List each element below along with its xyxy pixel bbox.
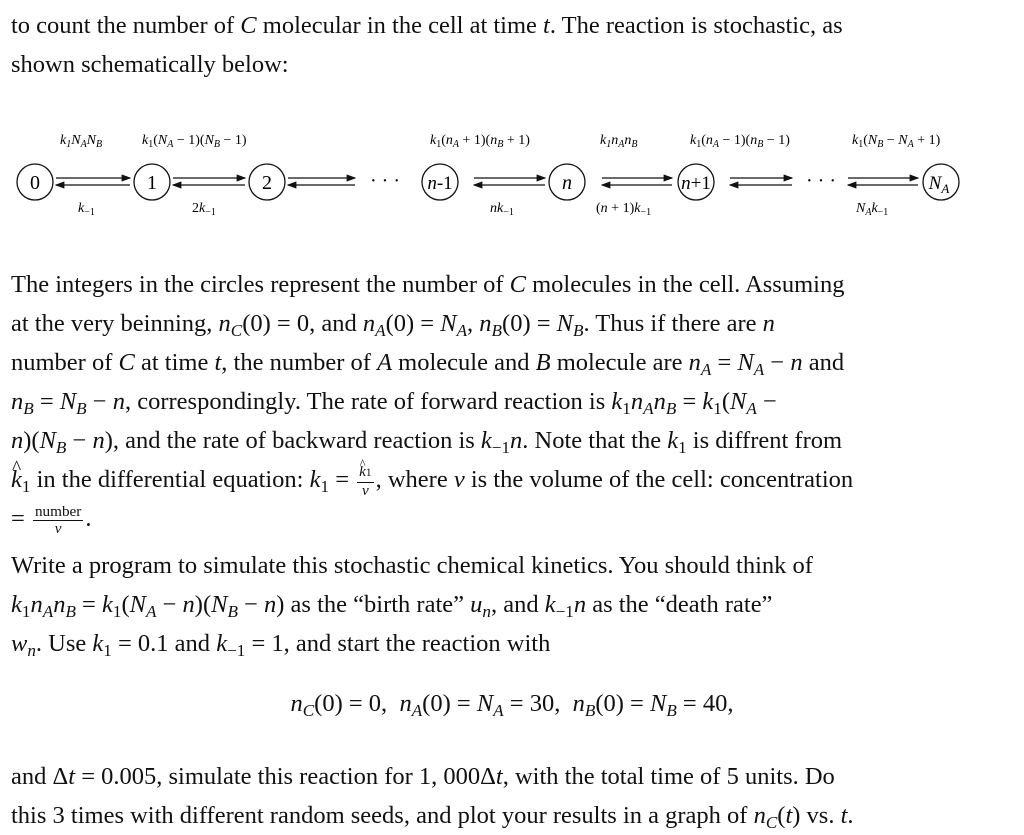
para1-line-6: ^ $k_1$ in the differential equation: $k_1$ = ^ $\frac{k1}{v}$ , where v is the volume of the cell: concentration	[11, 460, 995, 499]
para3-line-2: this 3 times with different random seeds, and plot your results in a graph of $n_C(t)$ vs. t.	[11, 802, 854, 833]
backward-rate-label-2: $nk_{-1}$	[490, 201, 514, 218]
arrow-pair-n-minus-1-n	[474, 178, 545, 185]
arrow-pair-n-plus-1-next	[730, 178, 792, 185]
arrow-pair-0-1	[56, 178, 130, 185]
backward-rate-label-4: $N_Ak_{-1}$	[856, 201, 889, 218]
paragraph-task	[11, 546, 995, 663]
arrow-pair-1-2	[173, 178, 245, 185]
para1-line-4: $n_B = N_B - n$, correspondingly. The rate of forward reaction is $k_1n_An_B = k_1(N_A$ −	[11, 388, 777, 419]
forward-rate-label-5: $k_1(N_B - N_A + 1)$	[852, 133, 941, 150]
state-circle-2	[249, 164, 285, 200]
para2-line-2: $k_1n_An_B = k_1(N_A - n)(N_B - n)$ as the “birth rate” $u_n$, and $k_{-1}n$ as the “death rate”	[11, 591, 773, 622]
para2-line-3: $w_n$. Use $k_1 = 0.1$ and $k_{-1} = 1$, and start the reaction with	[11, 630, 551, 661]
forward-rate-label-0: $k_1N_AN_B$	[60, 133, 103, 150]
state-circle-n	[549, 164, 585, 200]
reaction-diagram	[0, 118, 1024, 218]
svg-text:0: 0	[30, 172, 40, 194]
forward-rate-label-2: $k_1(n_A + 1)(n_B + 1)$	[430, 133, 530, 150]
para1-line-2: at the very beinning, $n_C(0) = 0$, and $n_A(0) = N_A$, $n_B(0) = N_B$. Thus if there are n	[11, 310, 775, 341]
forward-rate-label-3: $k_1n_An_B$	[600, 133, 638, 150]
svg-text:n: n	[562, 172, 572, 194]
intro-line-2: shown schematically below:	[11, 51, 289, 78]
para1-line-1: The integers in the circles represent the number of C molecules in the cell. Assuming	[11, 271, 845, 298]
svg-text:NA: $N_A$	[928, 173, 950, 196]
svg-text:n+1: n+1	[681, 173, 711, 194]
ellipsis-2: · · ·	[806, 170, 836, 192]
para1-line-5: $n)(N_B - n)$, and the rate of backward reaction is $k_{-1}n$. Note that the $k_1$ is diffrent from	[11, 427, 843, 458]
state-circle-0	[17, 164, 53, 200]
ellipsis-1: · · ·	[370, 170, 400, 192]
backward-rate-label-0: $k_{-1}$	[78, 201, 95, 218]
state-circle-NA	[923, 164, 959, 200]
para2-line-1: Write a program to simulate this stochastic chemical kinetics. You should think of	[11, 552, 813, 579]
initial-conditions-equation: $n_C(0) = 0$, $n_A(0) = N_A = 30$, $n_B(0) = N_B = 40$,	[290, 690, 734, 721]
backward-rate-label-1: $2k_{-1}$	[192, 201, 216, 218]
svg-text:2: 2	[262, 172, 272, 194]
arrow-pair-prev-NA	[848, 178, 918, 185]
forward-rate-label-4: $k_1(n_A - 1)(n_B - 1)$	[690, 133, 790, 150]
state-circle-1	[134, 164, 170, 200]
backward-rate-label-3: $(n + 1)k_{-1}$	[596, 201, 652, 218]
para1-line-7: = $\frac{\text{number}}{v}$ .	[11, 502, 92, 537]
svg-text:n-1: n-1	[427, 173, 453, 194]
para1-line-3: number of C at time t, the number of A molecule and B molecule are $n_A = N_A - n$ and	[11, 349, 845, 380]
forward-rate-label-1: $k_1(N_A - 1)(N_B - 1)$	[142, 133, 247, 150]
state-circle-n-minus-1	[422, 164, 458, 200]
paragraph-simulation	[11, 757, 995, 835]
arrow-pair-n-n-plus-1	[602, 178, 672, 185]
svg-text:1: 1	[147, 172, 157, 194]
state-circle-n-plus-1	[678, 164, 714, 200]
para3-line-1: and Δt = 0.005, simulate this reaction for 1, 000Δt, with the total time of 5 units. Do	[11, 763, 835, 790]
intro-paragraph	[11, 6, 995, 84]
intro-line-1: to count the number of C molecular in the cell at time t. The reaction is stochastic, as	[11, 12, 843, 39]
arrow-pair-2-next	[288, 178, 355, 185]
paragraph-description	[11, 265, 995, 538]
